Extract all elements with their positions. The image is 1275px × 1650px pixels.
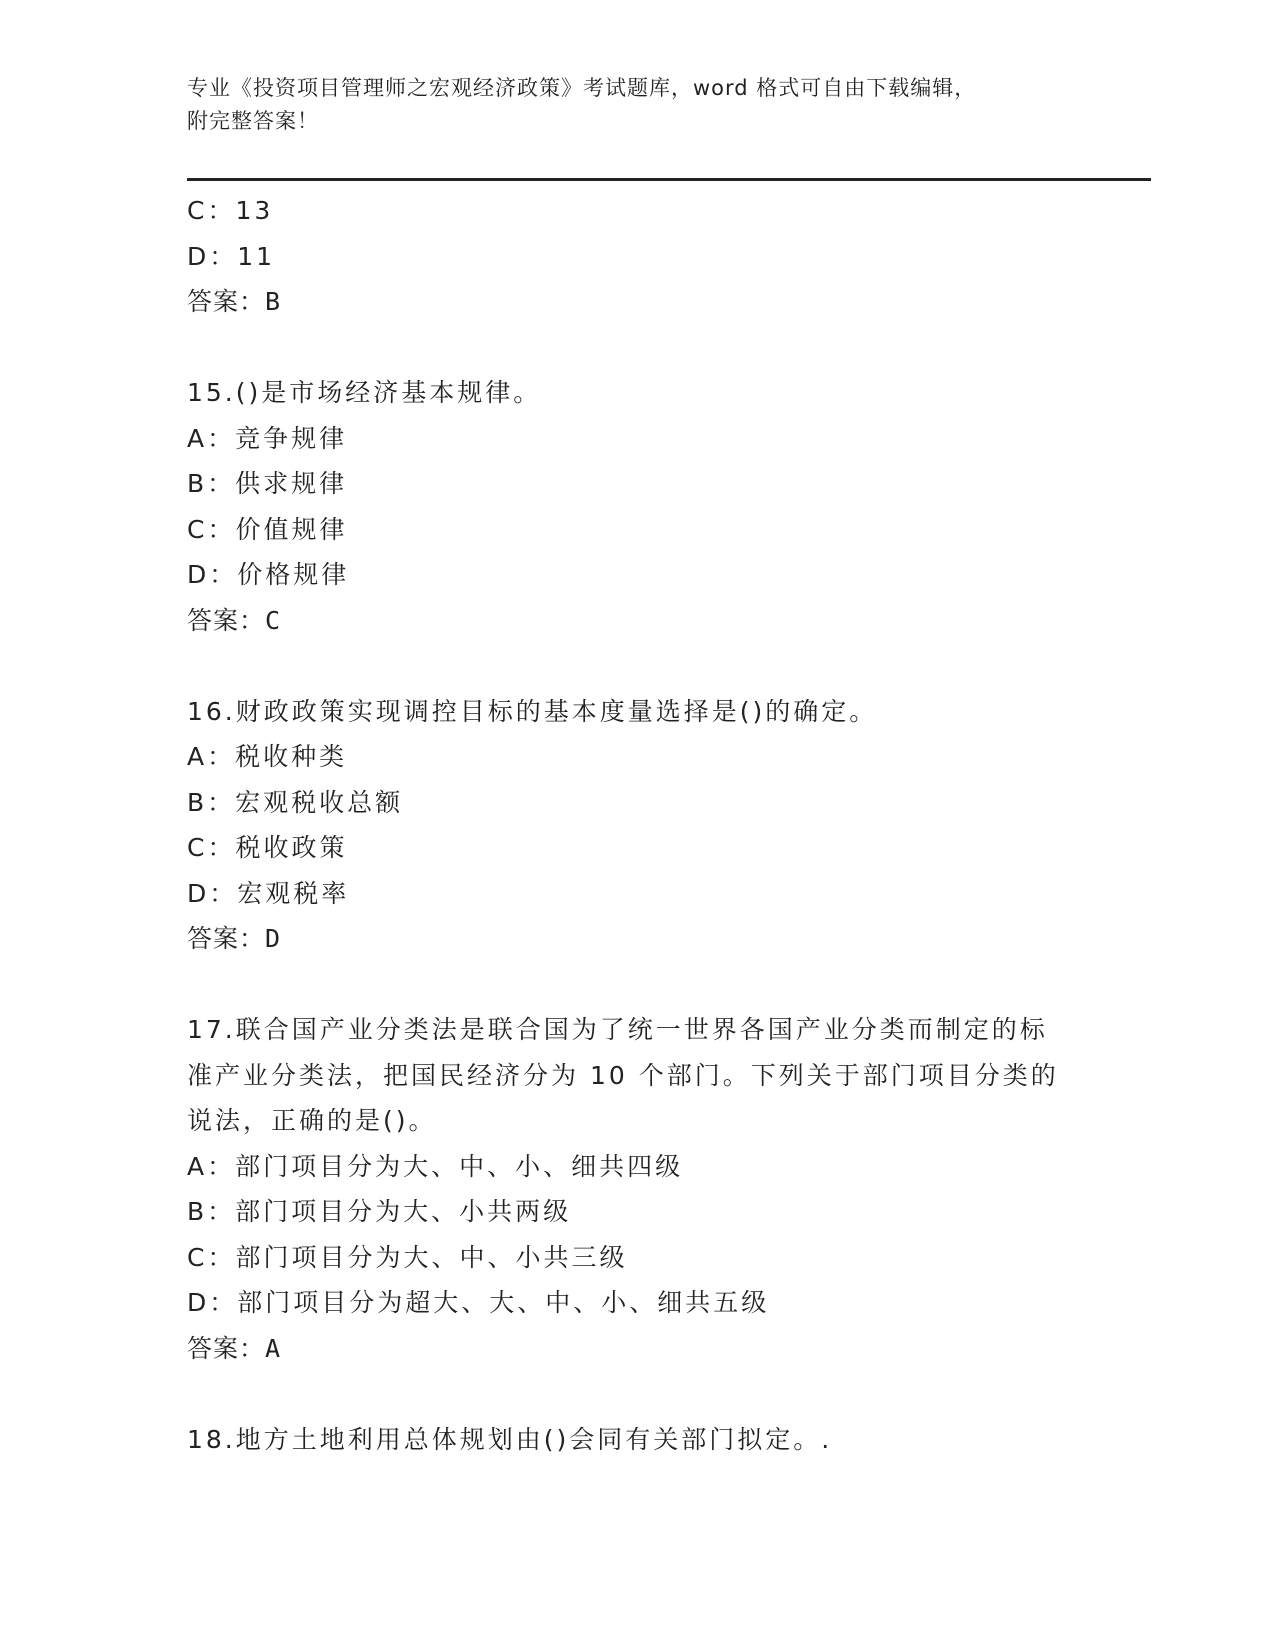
option-c: C：价值规律 — [187, 514, 348, 544]
option-c: C：部门项目分为大、中、小共三级 — [187, 1242, 628, 1272]
header-divider — [187, 178, 1151, 181]
option-c: C：税收政策 — [187, 833, 348, 862]
answer-line: 答案：B — [187, 287, 282, 316]
header-line-2: 附完整答案！ — [187, 109, 319, 133]
answer-line: 答案：A — [187, 1333, 282, 1363]
header-line-1: 专业《投资项目管理师之宏观经济政策》考试题库，word 格式可自由下载编辑， — [187, 76, 977, 100]
question-list — [187, 188, 1087, 1462]
spacer — [187, 643, 1087, 689]
option-b: B：宏观税收总额 — [187, 787, 404, 817]
question-15 — [187, 370, 1087, 643]
answer-line: 答案：D — [187, 924, 282, 953]
question-stem: 18.地方土地利用总体规划由()会同有关部门拟定。. — [187, 1424, 833, 1454]
option-b: B：供求规律 — [187, 469, 348, 498]
option-d: D：宏观税率 — [187, 878, 350, 908]
question-stem-line-2: 准产业分类法，把国民经济分为 10 个部门。下列关于部门项目分类的 — [187, 1060, 1059, 1090]
question-stem-line-1: 17.联合国产业分类法是联合国为了统一世界各国产业分类而制定的标 — [187, 1015, 1048, 1044]
option-a: A：部门项目分为大、中、小、细共四级 — [187, 1151, 684, 1181]
option-c: C：13 — [187, 196, 274, 225]
question-14-tail — [187, 188, 1087, 325]
option-d: D：价格规律 — [187, 560, 350, 589]
option-b: B：部门项目分为大、小共两级 — [187, 1197, 572, 1226]
spacer — [187, 325, 1087, 371]
question-17 — [187, 1007, 1087, 1371]
question-stem-line-3: 说法，正确的是()。 — [187, 1106, 437, 1135]
question-16 — [187, 689, 1087, 962]
document-header — [187, 72, 1087, 138]
option-a: A：税收种类 — [187, 742, 348, 771]
spacer — [187, 962, 1087, 1008]
option-a: A：竞争规律 — [187, 423, 348, 453]
option-d: D：部门项目分为超大、大、中、小、细共五级 — [187, 1288, 770, 1317]
option-d: D：11 — [187, 241, 276, 271]
question-stem: 15.()是市场经济基本规律。 — [187, 378, 542, 407]
question-18 — [187, 1417, 1087, 1463]
question-stem: 16.财政政策实现调控目标的基本度量选择是()的确定。 — [187, 696, 878, 726]
spacer — [187, 1371, 1087, 1417]
answer-line: 答案：C — [187, 605, 282, 635]
